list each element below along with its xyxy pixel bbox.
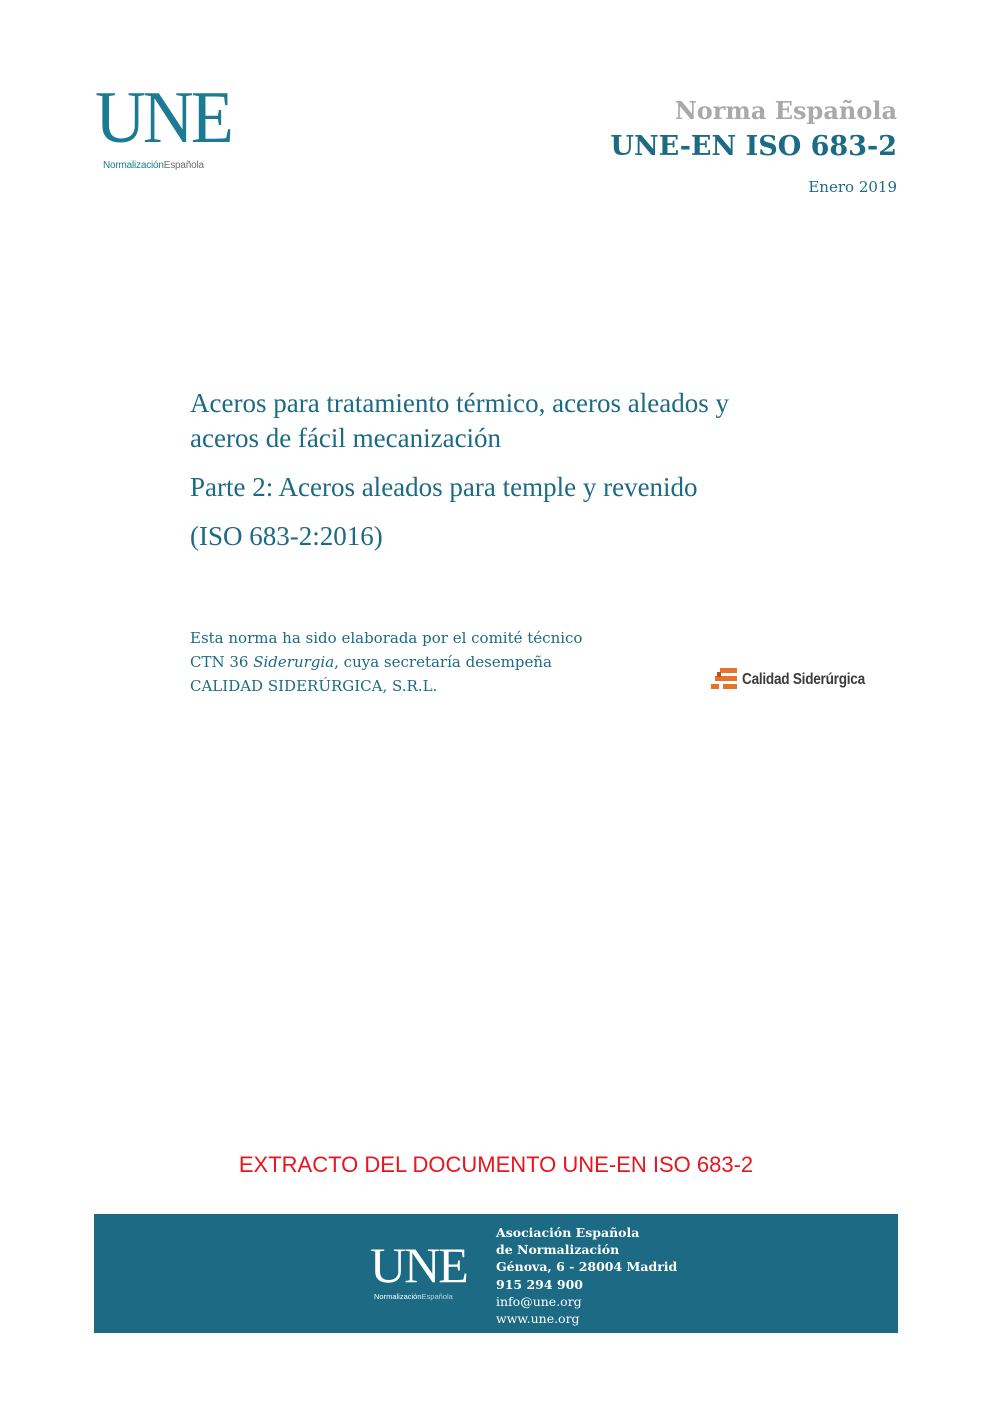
footer-org-line1: Asociación Española (496, 1225, 640, 1240)
une-logo-subtitle (103, 160, 204, 171)
footer-une-logo (370, 1238, 480, 1308)
extract-banner: EXTRACTO DEL DOCUMENTO UNE-EN ISO 683-2 (238, 1152, 754, 1177)
footer-email-link[interactable]: info@une.org (496, 1293, 582, 1309)
committee-line2-prefix: CTN 36 (190, 653, 254, 671)
footer-une-logo-subtitle (374, 1292, 453, 1301)
norm-date: Enero 2019 (808, 178, 897, 196)
footer-logo-sub-normalizacion: Normalización (374, 1292, 422, 1301)
document-title-line1: Aceros para tratamiento térmico, aceros aleados y (190, 388, 729, 418)
une-logo (95, 78, 245, 178)
committee-statement (190, 626, 670, 698)
footer-phone: 915 294 900 (496, 1276, 583, 1292)
calidad-siderurgica-name: Calidad Siderúrgica (742, 671, 865, 688)
norm-kicker: Norma Española (674, 96, 897, 125)
norm-code: UNE-EN ISO 683-2 (610, 131, 897, 162)
footer-une-logo-letters: UNE (370, 1237, 467, 1293)
footer-band (94, 1214, 898, 1333)
calidad-siderurgica-mark-icon (711, 667, 737, 693)
footer-address: Génova, 6 - 28004 Madrid (496, 1259, 678, 1275)
committee-line2-suffix: , cuya secretaría desempeña (334, 653, 552, 671)
une-logo-sub-espanola: Española (163, 160, 204, 171)
iso-reference: (ISO 683-2:2016) (190, 521, 383, 551)
footer-org-line2: de Normalización (496, 1242, 620, 1258)
document-part-title: Parte 2: Aceros aleados para temple y revenido (190, 472, 698, 502)
footer-logo-sub-espanola: Española (421, 1292, 453, 1301)
footer-contact-info (496, 1224, 677, 1327)
une-logo-letters: UNE (95, 77, 231, 159)
document-title (190, 386, 890, 456)
footer-web-link[interactable]: www.une.org (496, 1311, 580, 1327)
committee-line1: Esta norma ha sido elaborada por el comité técnico (190, 629, 583, 647)
committee-line2-italic: Siderurgia (253, 653, 335, 671)
calidad-siderurgica-logo (711, 667, 881, 695)
une-logo-sub-normalizacion: Normalización (103, 160, 164, 171)
document-title-line2: aceros de fácil mecanización (190, 423, 502, 453)
committee-line2 (190, 650, 670, 674)
committee-line3: CALIDAD SIDERÚRGICA, S.R.L. (190, 677, 438, 695)
